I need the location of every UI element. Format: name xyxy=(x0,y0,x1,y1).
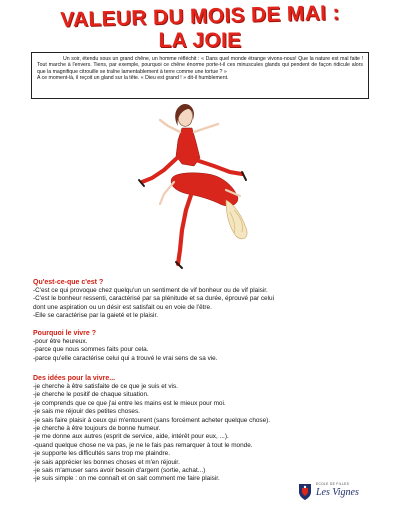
section-line: -je cherche le positif de chaque situation. xyxy=(33,391,149,399)
section-line: dont une aspiration ou un désir est satisfait ou en voie de l'être. xyxy=(33,303,212,311)
page-title xyxy=(0,1,400,52)
section-line: -je sais faire plaisir à ceux qui m'entourent (sans forcément acheter quelque chose). xyxy=(33,416,271,424)
section-line: -parce qu'elle caractérise celui qui a trouvé le vrai sens de sa vie. xyxy=(33,354,218,362)
logo-subtitle: ECOLE DE FILLES xyxy=(316,482,350,486)
section-line: -C'est le bonheur ressenti, caractérisé par sa plénitude et sa durée, éprouvé par celui xyxy=(33,295,275,303)
title-line-1: VALEUR DU MOIS DE MAI : xyxy=(59,1,340,32)
section-line: -je sais apprécier les bonnes choses et m'en réjouir. xyxy=(33,458,180,466)
section-why-live-it xyxy=(33,329,363,363)
section-line: -quand quelque chose ne va pas, je ne le fais pas remarquer à tout le monde. xyxy=(33,441,253,449)
section-line: -parce que nous sommes faits pour cela. xyxy=(33,346,149,354)
section-line: -je me donne aux autres (esprit de service, aide, intérêt pour eux, ...). xyxy=(33,433,229,441)
dancers-illustration xyxy=(130,100,265,270)
section-what-is-it xyxy=(33,278,363,321)
title-line-2: LA JOIE xyxy=(158,29,242,52)
bottom-dancer xyxy=(160,173,247,268)
section-line: -Elle se caractérise par la gaieté et le plaisir. xyxy=(33,312,159,320)
section-line: -je suis simple : on me connaît et on sait comment me faire plaisir. xyxy=(33,475,220,483)
section-line: -je supporte les difficultés sans trop me plaindre. xyxy=(33,450,170,458)
section-line: -je cherche à être satisfaite de ce que je suis et vis. xyxy=(33,383,178,390)
story-box xyxy=(31,52,369,99)
section-line: -je comprends que ce que j'ai entre les mains est le mieux pour moi. xyxy=(33,399,226,407)
section-line: -C'est ce qui provoque chez quelqu'un un sentiment de vif bonheur ou de vif plaisir. xyxy=(33,287,268,294)
school-logo xyxy=(297,480,357,506)
crest-icon xyxy=(297,482,313,502)
section-line: -je cherche à être toujours de bonne humeur. xyxy=(33,425,161,433)
section-heading: Pourquoi le vivre ? xyxy=(33,330,97,337)
section-heading: Des idées pour la vivre... xyxy=(33,375,116,382)
story-paragraph-1: Un soir, étendu sous un grand chêne, un homme réfléchit : « Dans quel monde étrange vivons-nous! Que la nature est mal faite ! Tout marche à l'envers. Tiens, par exemple, pourquoi ce chêne énorme porte-t-il ces minuscules glands qui pendent de façon ridicule alors que la magnifique citrouille se traîne lamentablement à terre comme une tortue ? » xyxy=(37,56,363,75)
logo-name: Les Vignes xyxy=(316,487,359,498)
section-line: -je sais me réjouir des petites choses. xyxy=(33,408,140,416)
section-heading: Qu'est-ce-que c'est ? xyxy=(33,279,104,286)
story-paragraph-2: A ce moment-là, il reçoit un gland sur la tête. « Dieu est grand ! » dit-il humblement. xyxy=(37,74,229,81)
section-line: -je sais m'amuser sans avoir besoin d'argent (sortie, achat...) xyxy=(33,467,206,475)
section-line: -pour être heureux. xyxy=(33,338,88,345)
section-ideas xyxy=(33,374,363,484)
